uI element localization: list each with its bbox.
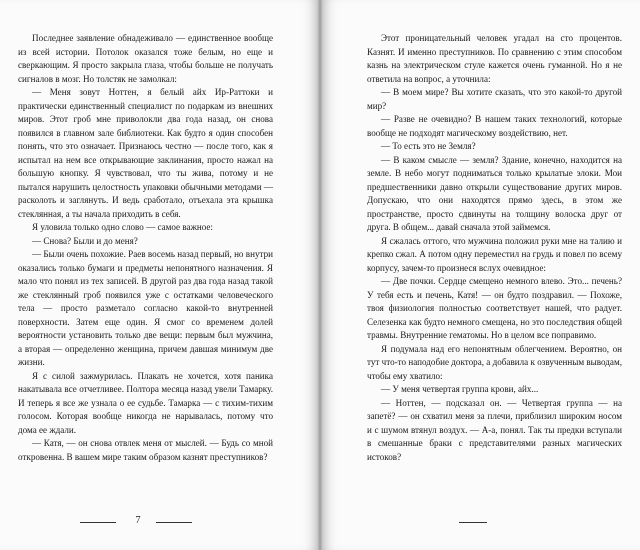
paragraph: — У меня четвертая группа крови, айх... bbox=[381, 384, 539, 394]
paragraph: — То есть это не Земля? bbox=[381, 141, 476, 151]
paragraph: Я с силой зажмурилась. Плакать не хочется, хотя паника накатывала все отчетливее. Полтора месяца назад увели Тамарку. И теперь я все же узнала о ее судьбе. Тамарка — с тихим-тихим голосом. Которая вообще никогда не нарывалась, потому что дома ее ждали. bbox=[18, 370, 273, 435]
right-page-footer bbox=[459, 514, 499, 528]
paragraph: Последнее заявление обнадеживало — единственное вообще из всей истории. Потолок оказался тоже белым, но еще и сверкающим. Я просто закрыла глаза, чтобы больше не получать сигналов в мозг. Но толстяк не замолкал: bbox=[18, 33, 273, 84]
paragraph: — Разве не очевидно? В нашем таких технологий, которые вообще не подходят магическому воздействию, нет. bbox=[367, 114, 622, 138]
left-page bbox=[0, 0, 317, 550]
paragraph: Этот проницательный человек угадал на сто процентов. Казнят. И именно преступников. По сравнению с этим способом казнь на электрическом стуле кажется очень гуманной. Но я не ответила на вопрос, а уточнила: bbox=[367, 33, 622, 84]
footer-rule-left bbox=[80, 522, 116, 523]
paragraph: — Катя, — он снова отвлек меня от мыслей. — Будь со мной откровенна. В вашем мире таким образом казнят преступников? bbox=[18, 438, 273, 462]
footer-rule bbox=[459, 522, 487, 523]
right-page-text bbox=[367, 32, 622, 464]
paragraph: — В каком смысле — земля? Здание, конечно, находится на земле. В небо могут подниматься только крылатые элоки. Мои предшественники давно открыли существование других миров. Допускаю, что они находятся прямо здесь, в этом же пространстве, просто сдвинуты на толщину волоска друг от друга. В общем... давай сначала этой займемся. bbox=[367, 154, 622, 232]
left-page-text bbox=[18, 32, 273, 464]
paragraph: Я уловила только одно слово — самое важное: bbox=[32, 222, 213, 232]
paragraph: — Две почки. Сердце смещено немного влево. Это... печень? У тебя есть и печень, Катя! — он будто поздравил. — Похоже, твоя физиология полностью соответствует нашей, что радует. Селезенка как будто немного смещена, но это последствия общей травмы. Внутренние гематомы. Но в целом все поправимо. bbox=[367, 276, 622, 340]
paragraph: — Ноттен, — подсказал он. — Четвертая группа — на запетё? — он схватил меня за плечи, приблизил широким носом и с шумом втянул воздух. — А-а, понял. Так ты предки вступали в смешанные браки с представителями разных магических истоков? bbox=[367, 397, 622, 462]
paragraph: — Меня зовут Ноттен, я белый айх Ир-Раттоки и практически единственный специалист по подаркам из внешних миров. Этот гроб мне приволокли два года назад, он снова появился в главном зале библиотеки. Как будто я один способен понять, что это означает. Признаюсь честно — после того, как я испытал на нем все открывающие заклинания, просто нажал на большую кнопку. Я чувствовал, что ты жива, потому и не пытался нарушить целостность упаковки обычными методами — расколоть и заглянуть. И ведь сработало, отъехала эта крышка стеклянная, а ты начала приходить в себя. bbox=[18, 87, 273, 219]
paragraph: Я подумала над его непонятным облегчением. Вероятно, он тут что-то наподобие доктора, а добавила к озвученным выводам, чтобы ему хватило: bbox=[367, 343, 622, 381]
paragraph: — В моем мире? Вы хотите сказать, что это какой-то другой мир? bbox=[367, 87, 622, 111]
paragraph: — Снова? Были и до меня? bbox=[32, 235, 138, 246]
footer-rule-right bbox=[156, 522, 192, 523]
paragraph: Я сжалась оттого, что мужчина положил руки мне на талию и крепко сжал. А потом одну переместил на грудь и повел по всему корпусу, зачем-то произнеся вслух очевидное: bbox=[367, 235, 622, 273]
paragraph: — Были очень похожие. Раев восемь назад первый, но внутри оказались только бумаги и предметы непонятного назначения. Я мало что понял из тех записей. В другой раз два года назад такой же стеклянный гроб появился уже с остатками человеческого тела — просто разметало согласно какой-то внутренней поверхности. Затем еще один. Я смог со временем долей вероятности установить только две вещи: первым был мужчина, а вторая — определенно женщина, причем давшая минимум две жизни. bbox=[18, 249, 273, 367]
page-number: 7 bbox=[135, 515, 141, 526]
right-page bbox=[323, 0, 640, 550]
left-page-footer bbox=[80, 514, 220, 528]
